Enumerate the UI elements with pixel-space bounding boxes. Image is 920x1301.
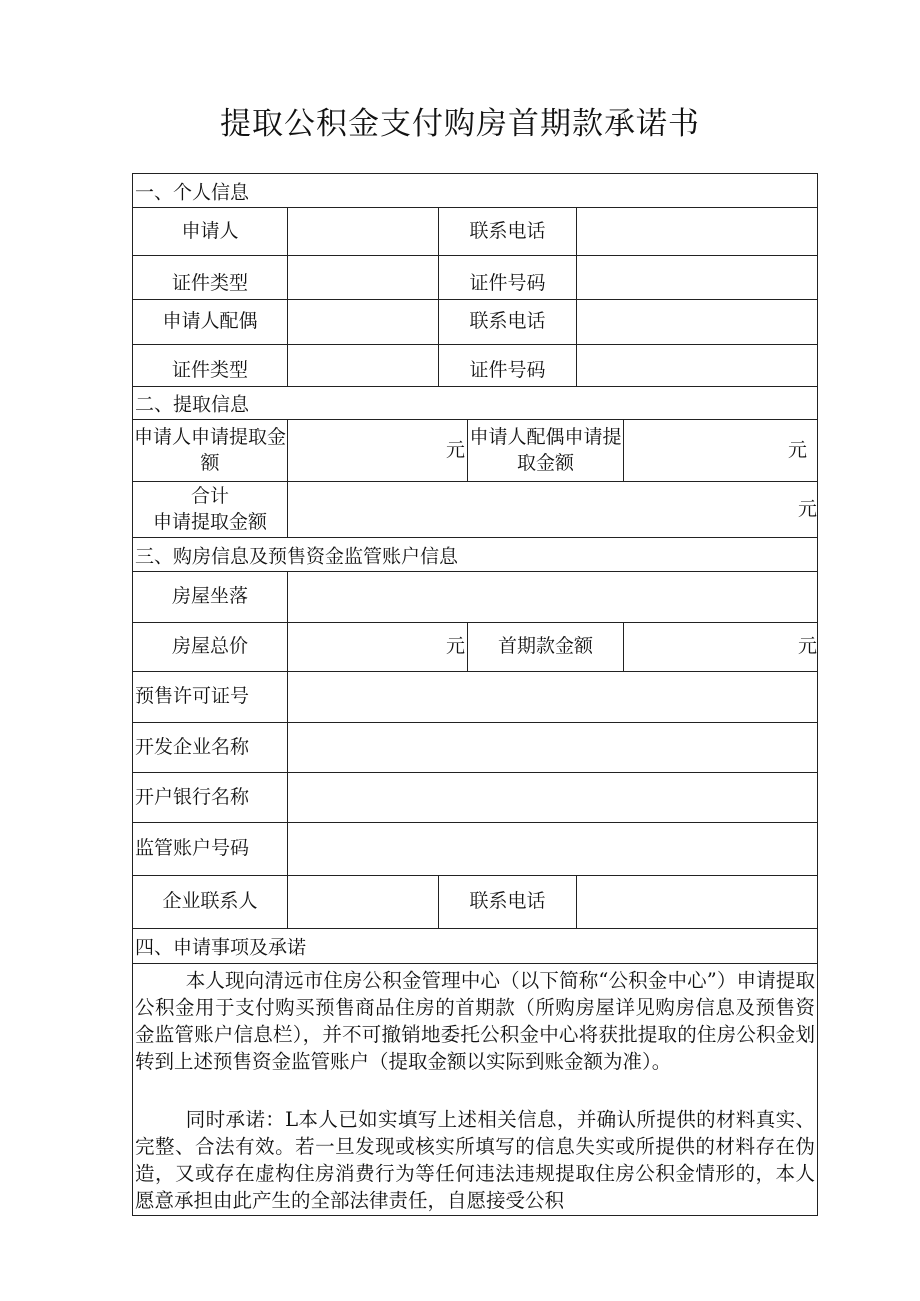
- total-price-field[interactable]: [287, 623, 467, 671]
- unit-yuan: 元: [445, 438, 465, 461]
- spouse-id-row: [133, 344, 817, 386]
- section-title: 三、购房信息及预售资金监管账户信息: [135, 545, 459, 567]
- spouse-row: [133, 299, 817, 344]
- bank-field[interactable]: [287, 773, 819, 822]
- paragraph-text: 本人现向清远市住房公积金管理中心（以下简称“公积金中心”）申请提取公积金用于支付购买预售商品住房的首期款（所购房屋详见购房信息及预售资金监管账户信息栏），并不可撤销地委托公积金中心将获批提取的住房公积金划转到上述预售资金监管账户（提取金额以实际到账金额为准）。: [135, 969, 815, 1073]
- applicant-id-no-field[interactable]: [576, 256, 819, 299]
- spouse-id-no-label: 证件号码: [438, 345, 576, 386]
- commitment-text-block: [133, 963, 817, 1215]
- house-price-row: [133, 622, 817, 671]
- commitment-paragraph-1: [135, 967, 815, 1075]
- spouse-phone-label: 联系电话: [438, 300, 576, 344]
- house-location-row: [133, 571, 817, 622]
- presale-permit-field[interactable]: [287, 672, 819, 722]
- total-amount-field[interactable]: [287, 482, 819, 537]
- developer-row: [133, 722, 817, 772]
- account-label: 监管账户号码: [135, 837, 250, 860]
- enterprise-contact-row: [133, 875, 817, 928]
- paragraph-text: 同时承诺：L本人已如实填写上述相关信息，并确认所提供的材料真实、完整、合法有效。若一旦发现或核实所填写的信息失实或所提供的材料存在伪造，又或存在虚构住房消费行为等任何违法违规提取住房公积金情形的，本人愿意承担由此产生的全部法律责任，自愿接受公积: [135, 1108, 815, 1212]
- applicant-label: 申请人: [181, 219, 239, 242]
- applicant-name-field[interactable]: [287, 208, 438, 255]
- presale-permit-label: 预售许可证号: [135, 685, 250, 708]
- spouse-amount-field[interactable]: [623, 420, 819, 481]
- spouse-label: 申请人配偶: [162, 310, 258, 333]
- developer-label: 开发企业名称: [135, 735, 250, 758]
- developer-field[interactable]: [287, 723, 819, 772]
- bank-row: [133, 772, 817, 822]
- section-personal-info: [133, 174, 817, 207]
- applicant-amount-field[interactable]: [287, 420, 467, 481]
- account-row: [133, 822, 817, 875]
- total-amount-label: [133, 482, 287, 537]
- section-title: 一、个人信息: [135, 181, 250, 203]
- enterprise-phone-label: 联系电话: [438, 876, 576, 928]
- bank-label: 开户银行名称: [135, 785, 250, 808]
- unit-yuan: 元: [787, 438, 807, 461]
- presale-permit-row: [133, 671, 817, 722]
- applicant-row: [133, 207, 817, 255]
- withdraw-amount-row: [133, 419, 817, 481]
- total-amount-row: [133, 481, 817, 537]
- account-field[interactable]: [287, 823, 819, 875]
- unit-yuan: 元: [797, 635, 817, 658]
- section-title: 二、提取信息: [135, 393, 250, 416]
- section-title: 四、申请事项及承诺: [135, 936, 307, 959]
- unit-yuan: 元: [797, 497, 817, 520]
- down-payment-field[interactable]: [623, 623, 819, 671]
- total-label-line2: 申请提取金额: [152, 510, 267, 533]
- down-payment-label: 首期款金额: [467, 623, 623, 671]
- section-withdraw-info: [133, 386, 817, 419]
- total-label-line1: 合计: [190, 484, 229, 507]
- applicant-phone-label: 联系电话: [438, 208, 576, 255]
- spouse-name-field[interactable]: [287, 300, 438, 344]
- unit-yuan: 元: [445, 635, 465, 658]
- applicant-id-row: [133, 255, 817, 299]
- enterprise-contact-label: 企业联系人: [162, 890, 258, 913]
- applicant-id-type-field[interactable]: [287, 256, 438, 299]
- spouse-id-type-label: 证件类型: [171, 359, 248, 382]
- enterprise-phone-field[interactable]: [576, 876, 819, 928]
- section-commitment: [133, 928, 817, 963]
- applicant-id-no-label: 证件号码: [438, 256, 576, 299]
- commitment-form: [132, 173, 818, 1216]
- applicant-id-type-label: 证件类型: [171, 272, 248, 295]
- commitment-paragraph-2: [135, 1106, 815, 1214]
- applicant-amount-label: 申请人申请提取金额: [133, 425, 286, 474]
- house-location-field[interactable]: [287, 572, 819, 622]
- enterprise-contact-field[interactable]: [287, 876, 438, 928]
- section-house-info: [133, 537, 817, 571]
- total-price-label: 房屋总价: [171, 635, 248, 658]
- applicant-phone-field[interactable]: [576, 208, 819, 255]
- page-title: 提取公积金支付购房首期款承诺书: [220, 106, 700, 142]
- house-location-label: 房屋坐落: [171, 585, 248, 608]
- spouse-id-no-field[interactable]: [576, 345, 819, 386]
- spouse-phone-field[interactable]: [576, 300, 819, 344]
- spouse-amount-label: 申请人配偶申请提取金额: [467, 420, 623, 481]
- spouse-id-type-field[interactable]: [287, 345, 438, 386]
